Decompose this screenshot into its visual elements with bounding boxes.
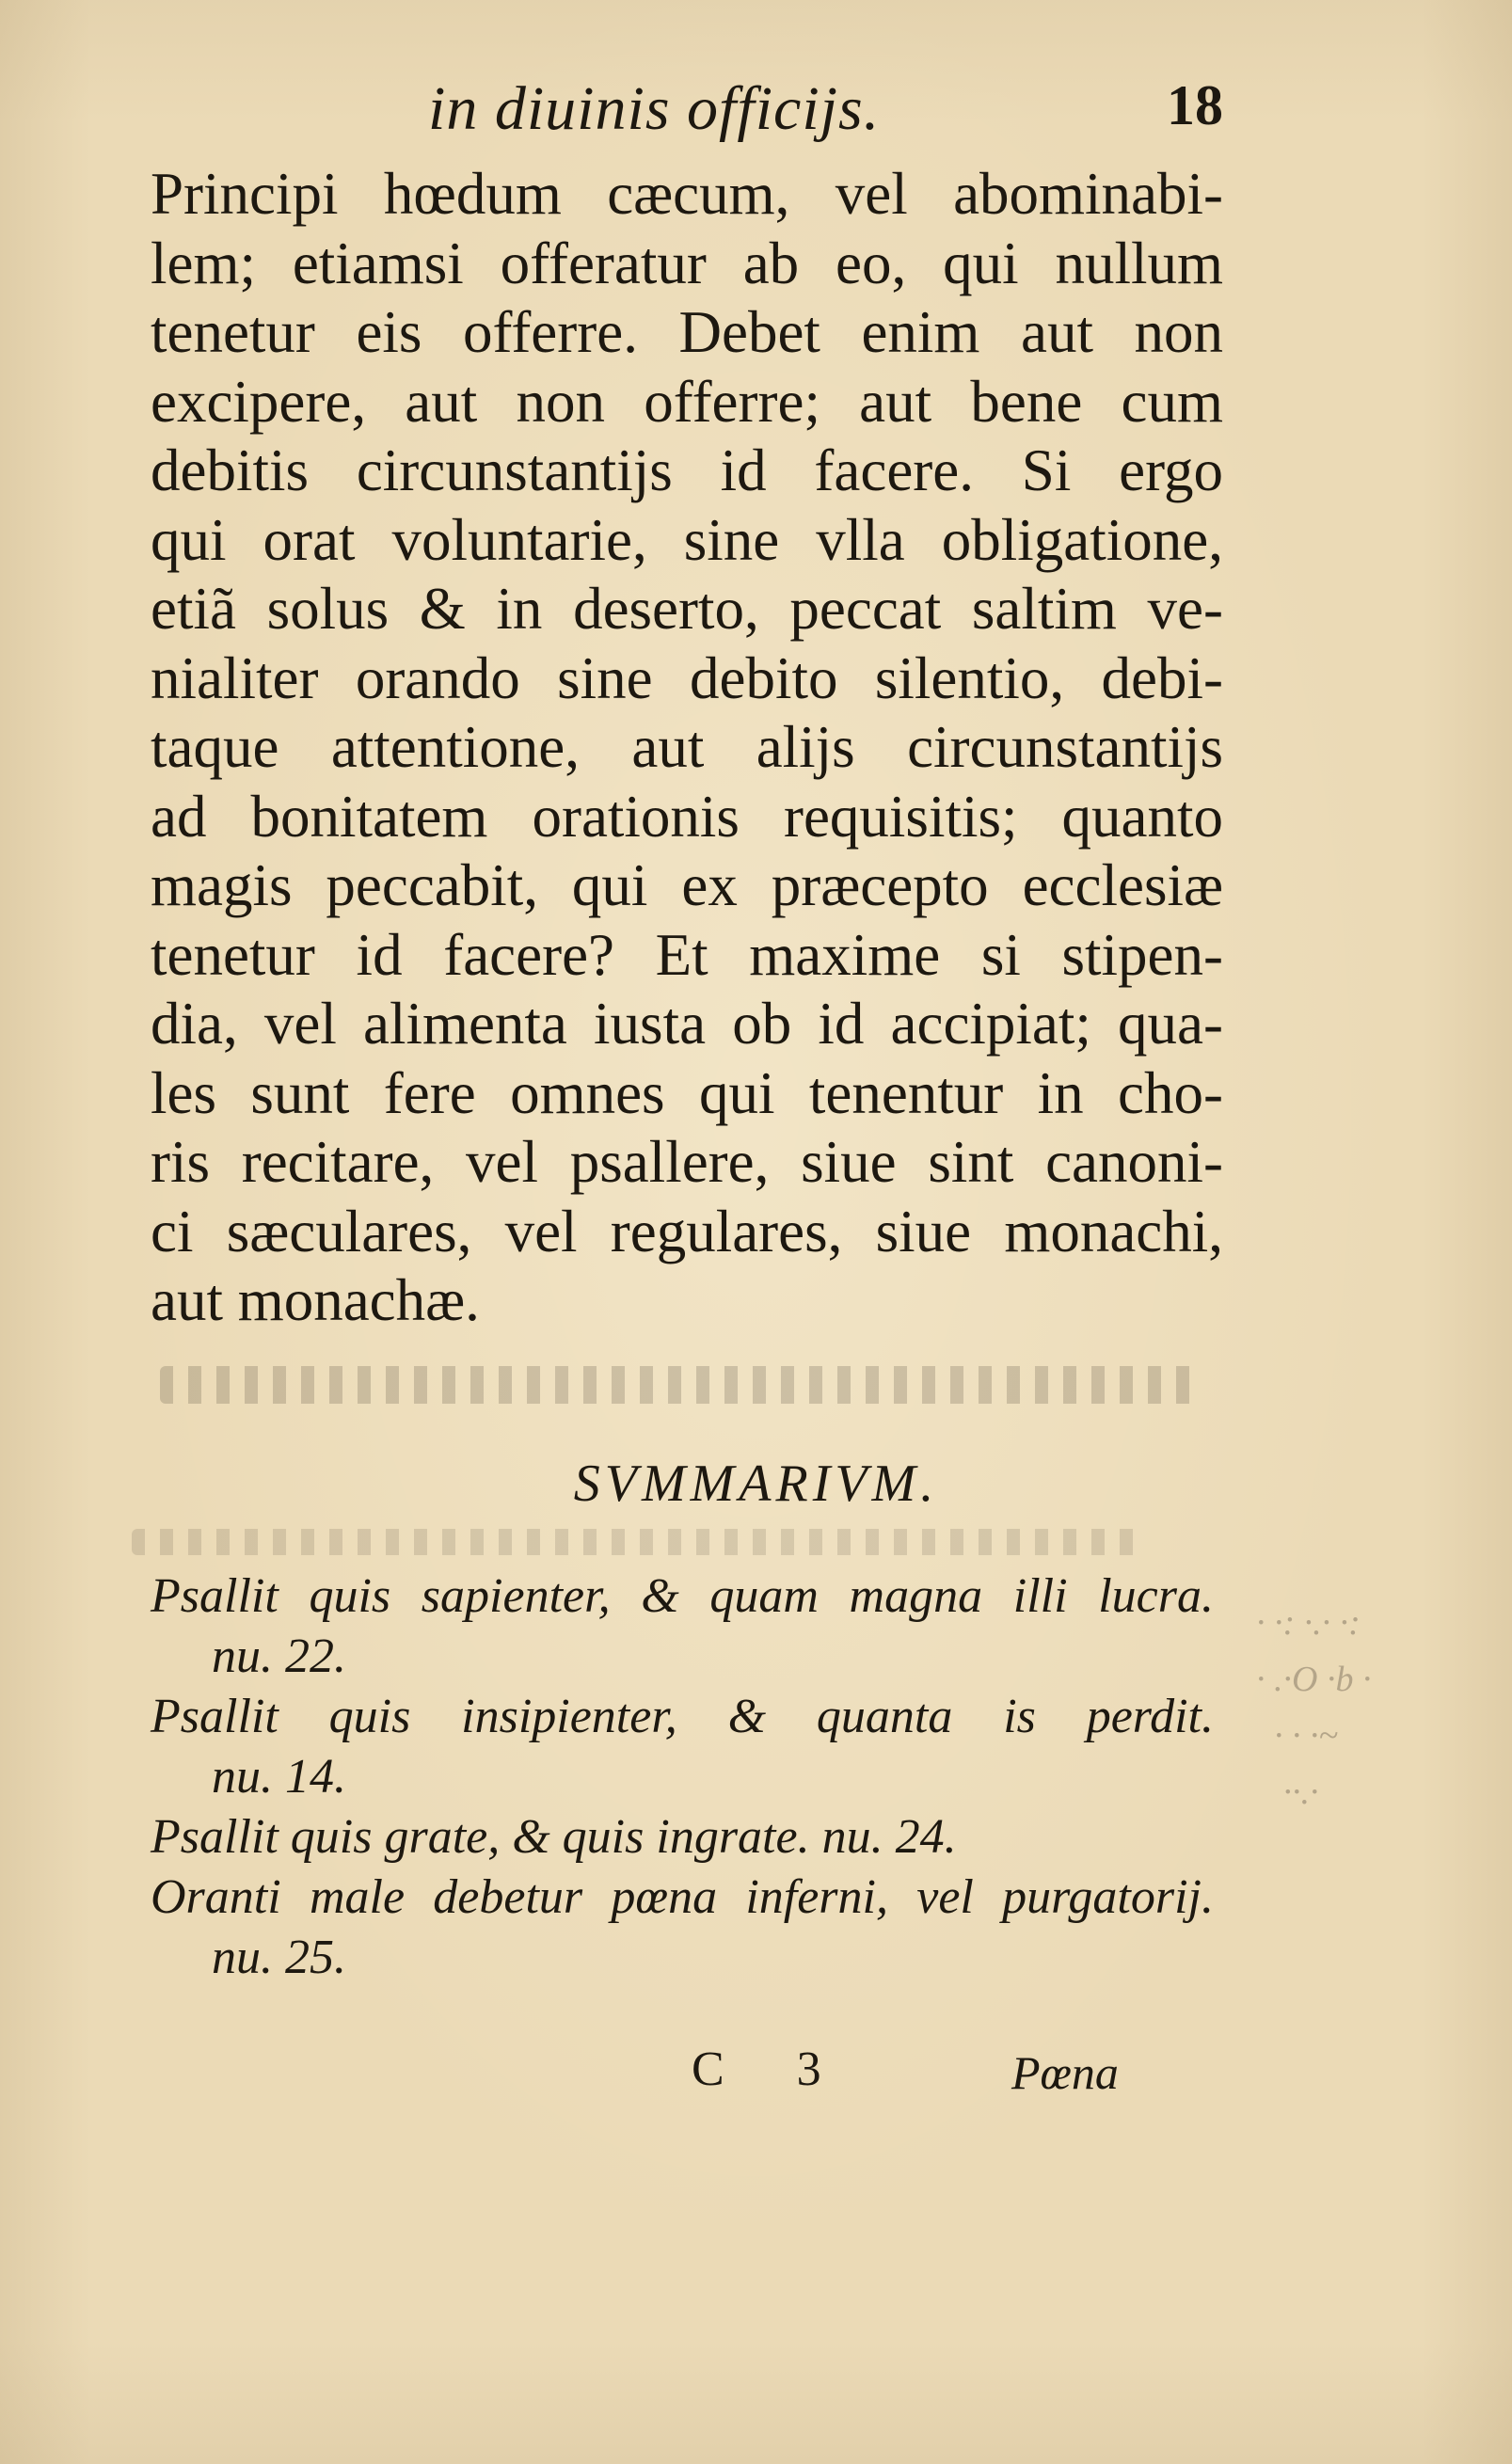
summary-list [151, 1566, 1214, 1988]
page-footer [151, 2042, 1223, 2117]
text-line: dia, vel alimenta iusta ob id accipiat; qua- [151, 991, 1223, 1057]
text-line: ad bonitatem orationis requisitis; quanto [151, 783, 1223, 850]
text-line: qui orat voluntarie, sine vlla obligatione, [151, 506, 1223, 573]
text-line: les sunt fere omnes qui tenentur in cho- [151, 1059, 1223, 1126]
summary-item [151, 1868, 1214, 1988]
summary-item [151, 1687, 1214, 1807]
running-title: in diuinis officijs. [428, 74, 881, 143]
text-line: aut monachæ. [151, 1267, 480, 1333]
summary-item-number: nu. 25. [212, 1931, 346, 1984]
page-number: 18 [1167, 74, 1223, 136]
text-line: etiã solus & in deserto, peccat saltim ve- [151, 576, 1223, 642]
summary-item-text: Psallit quis grate, & quis ingrate. nu. 24. [151, 1810, 957, 1864]
signature-mark: C 3 [692, 2043, 851, 2096]
text-line: taque attentione, aut alijs circunstantijs [151, 714, 1223, 780]
summary-item-number: nu. 22. [212, 1629, 346, 1683]
summary-item-text: Psallit quis insipienter, & quanta is perdit. [151, 1690, 1214, 1743]
text-line: lem; etiamsi offeratur ab eo, qui nullum [151, 230, 1223, 296]
text-line: tenetur id facere? Et maxime si stipen- [151, 921, 1223, 988]
text-line: tenetur eis offerre. Debet enim aut non [151, 299, 1223, 365]
text-line: debitis circunstantijs id facere. Si ergo [151, 437, 1223, 503]
summary-item-text: Psallit quis sapienter, & quam magna illi lucra. [151, 1569, 1214, 1623]
summary-item-text: Oranti male debetur pœna inferni, vel purgatorij. [151, 1870, 1214, 1924]
text-line: ris recitare, vel psallere, siue sint canoni- [151, 1129, 1223, 1195]
summary-item [151, 1566, 1214, 1687]
text-line: Principi hœdum cæcum, vel abominabi- [151, 161, 1223, 227]
catchword: Pœna [1011, 2046, 1119, 2099]
summary-heading: SVMMARIVM. [573, 1455, 939, 1513]
summary-item-number: nu. 14. [212, 1750, 346, 1804]
show-through-smudge [132, 1529, 1148, 1555]
text-line: magis peccabit, qui ex præcepto ecclesiæ [151, 852, 1223, 918]
main-text-block [151, 160, 1223, 1336]
page-header [151, 73, 1223, 158]
summary-item [151, 1807, 1214, 1868]
text-line: excipere, aut non offerre; aut bene cum [151, 368, 1223, 435]
text-line: nialiter orando sine debito silentio, debi- [151, 644, 1223, 711]
bleed-through-marks: · ·: ·.· ·: · .·O ·b · · · ·~ ··.· [1256, 1603, 1372, 1812]
show-through-smudge [160, 1366, 1195, 1404]
text-line: ci sæculares, vel regulares, siue monachi, [151, 1198, 1223, 1264]
